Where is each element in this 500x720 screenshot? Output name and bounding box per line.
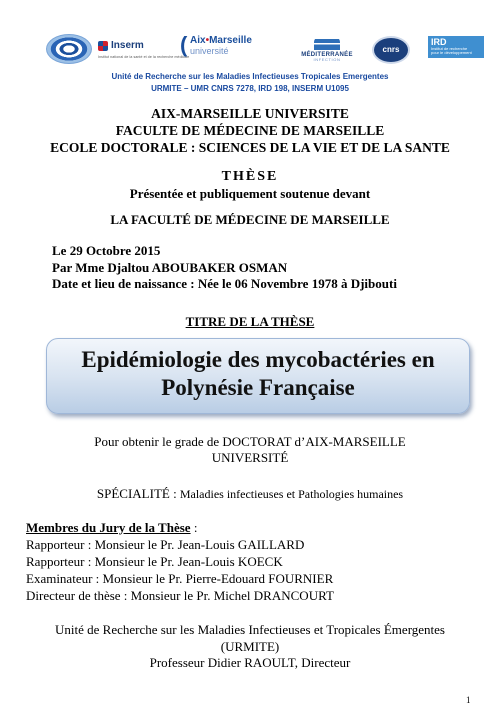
page-number: 1 xyxy=(466,695,471,705)
jury-member: Examinateur : Monsieur le Pr. Pierre-Edouard FOURNIER xyxy=(26,571,334,586)
university-emblem-logo xyxy=(46,34,92,64)
amu-bracket-icon: ( xyxy=(180,32,188,57)
footer-block xyxy=(0,622,500,672)
faculty-name: FACULTE DE MÉDECINE DE MARSEILLE xyxy=(115,123,385,138)
thesis-metadata xyxy=(52,243,397,293)
unit-header-line: Unité de Recherche sur les Maladies Infectieuses Tropicales Emergentes xyxy=(111,72,389,81)
presented-line: Présentée et publiquement soutenue devant xyxy=(129,186,371,201)
jury-member: Directeur de thèse : Monsieur le Pr. Michel DRANCOURT xyxy=(26,588,334,603)
footer-director: Professeur Didier RAOULT, Directeur xyxy=(149,655,351,670)
author-name: Par Mme Djaltou ABOUBAKER OSMAN xyxy=(52,259,288,275)
footer-acronym: (URMITE) xyxy=(220,638,280,654)
jury-member: Rapporteur : Monsieur le Pr. Jean-Louis KOECK xyxy=(26,554,283,569)
thesis-title: Epidémiologie des mycobactéries en Polynésie Française xyxy=(81,347,435,400)
thesis-title-box xyxy=(46,338,470,414)
jury-title: Membres du Jury de la Thèse xyxy=(26,520,191,535)
jury-section: Membres du Jury de la Thèse : Rapporteur : Monsieur le Pr. Jean-Louis GAILLARD Rapporteur : Monsieur le Pr. Jean-Louis KOECK Examinateur : Monsieur le Pr. Pierre-Edouard FOURNIER Directeur de thèse : Monsieur le Pr. Michel DRANCOURT xyxy=(26,520,334,603)
footer-unit: Unité de Recherche sur les Maladies Infectieuses et Tropicales Émergentes xyxy=(55,622,445,637)
degree-statement: Pour obtenir le grade de DOCTORAT d’AIX-MARSEILLE UNIVERSITÉ xyxy=(94,434,406,465)
wave-icon xyxy=(314,34,340,50)
research-unit-header xyxy=(0,71,500,95)
specialite-line xyxy=(0,486,500,502)
inserm-icon xyxy=(98,41,108,51)
title-label: TITRE DE LA THÈSE xyxy=(185,314,315,329)
faculty-line: LA FACULTÉ DE MÉDECINE DE MARSEILLE xyxy=(110,212,390,227)
cnrs-logo: cnrs xyxy=(372,36,410,64)
these-heading: THÈSE xyxy=(221,169,279,184)
specialite-label: SPÉCIALITÉ : xyxy=(96,486,177,501)
doctoral-school: ECOLE DOCTORALE : SCIENCES DE LA VIE ET DE LA SANTE xyxy=(50,140,450,155)
unit-header-line: URMITE – UMR CNRS 7278, IRD 198, INSERM U1095 xyxy=(151,84,349,93)
logo-strip xyxy=(0,32,500,72)
inserm-logo: Inserm Institut national de la santé et de la recherche médicale xyxy=(98,39,190,59)
university-name: AIX-MARSEILLE UNIVERSITE xyxy=(151,106,349,121)
aix-marseille-logo: ( Aix•Marseille université xyxy=(180,32,252,57)
specialite-value: Maladies infectieuses et Pathologies humaines xyxy=(179,487,404,501)
jury-member: Rapporteur : Monsieur le Pr. Jean-Louis GAILLARD xyxy=(26,537,305,552)
birth-info: Date et lieu de naissance : Née le 06 Novembre 1978 à Djibouti xyxy=(52,276,397,291)
institution-block xyxy=(0,105,500,156)
mediterranee-infection-logo: MÉDITERRANÉE INFECTION xyxy=(292,34,362,62)
ird-logo: IRD Institut de recherche pour le développement xyxy=(428,36,484,58)
defense-date: Le 29 Octobre 2015 xyxy=(52,243,161,258)
